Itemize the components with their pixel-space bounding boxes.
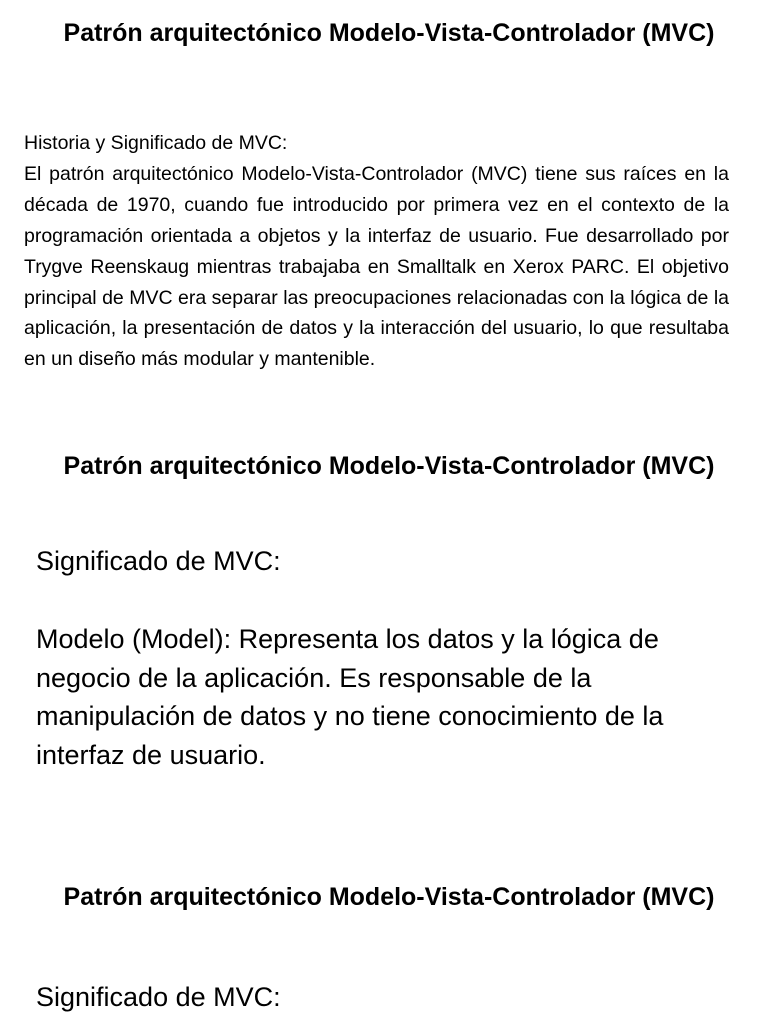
section-subheading: Significado de MVC: xyxy=(36,546,281,576)
history-paragraph: El patrón arquitectónico Modelo-Vista-Controlador (MVC) tiene sus raíces en la década de 1970, cuando fue introducido por primera vez en el contexto de la programación orientada a objetos y la interfaz de usuario. Fue desarrollado por Trygve Reenskaug mientras trabajaba en Smalltalk en Xerox PARC. El objetivo principal de MVC era separar las preocupaciones relacionadas con la lógica de la aplicación, la presentación de datos y la interacción del usuario, lo que resultaba en un diseño más modular y mantenible. xyxy=(24,162,729,371)
section-heading: Historia y Significado de MVC: xyxy=(24,132,288,154)
model-paragraph: Modelo (Model): Representa los datos y la lógica de negocio de la aplicación. Es responsable de la manipulación de datos y no tiene conocimiento de la interfaz de usuario. xyxy=(36,624,664,770)
slide-body xyxy=(24,128,729,375)
slide-title: Patrón arquitectónico Modelo-Vista-Controlador (MVC) xyxy=(63,452,715,480)
section-subheading: Significado de MVC: xyxy=(36,982,281,1012)
slide-partial xyxy=(0,860,768,1024)
slide-model xyxy=(0,430,768,860)
slide-title: Patrón arquitectónico Modelo-Vista-Controlador (MVC) xyxy=(63,19,715,47)
slide-title: Patrón arquitectónico Modelo-Vista-Controlador (MVC) xyxy=(63,883,715,911)
slide-history xyxy=(0,0,768,430)
